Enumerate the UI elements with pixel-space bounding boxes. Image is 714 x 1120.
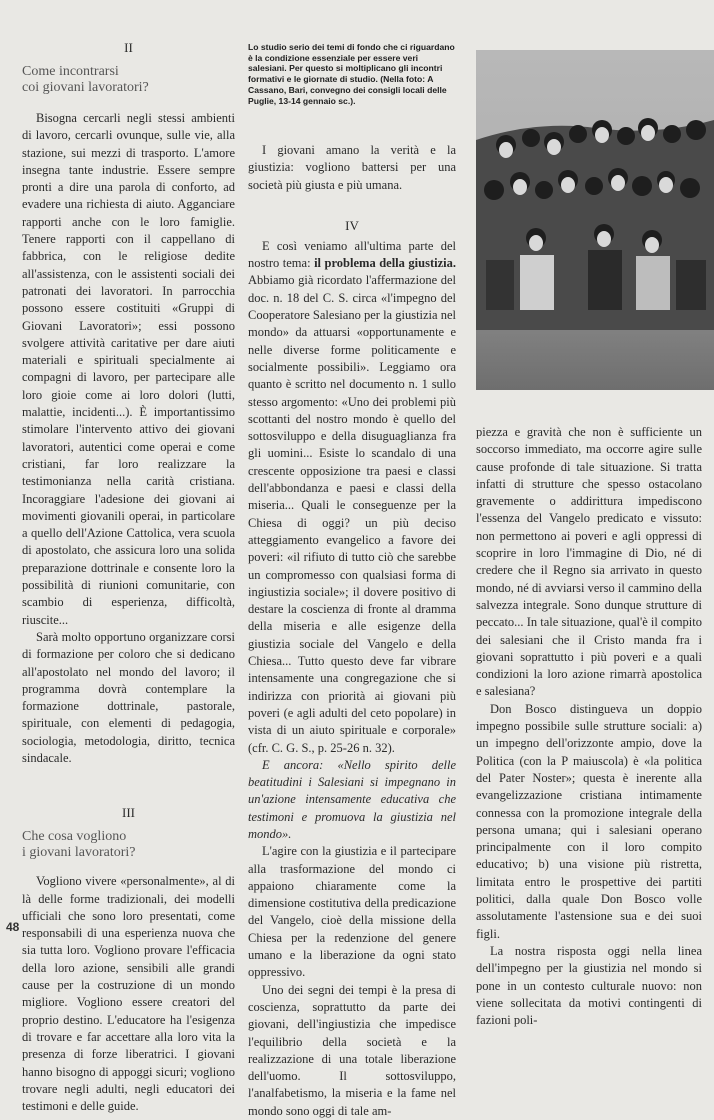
section-title-ii: Come incontrarsi coi giovani lavoratori? xyxy=(22,64,149,95)
section-iv-paragraph-1: E così veniamo all'ultima parte del nostro tema: il problema della giustizia. Abbiamo già ricordato l'affermazione del doc. n. 18 del C. S. circa «l'impegno del Cooperatore Salesiano per la giustizia nel mondo» da attuarsi «opportunamente e nelle diverse forme politicamente e socialmente possibili». Leggiamo ora quanto è scritto nel documento n. 1 sullo stesso argomento: «Uno dei problemi più scottanti del nostro mondo è quello del sottosviluppo e della disuguaglianza fra gli uomini... Esiste lo scandalo di una crescente opposizione tra paesi e classi dell'abbondanza e paesi e classi della miseria... Quali le conseguenze per la Chiesa di oggi? un più deciso atteggiamento evangelico a favore dei poveri: «il rifiuto di tutto ciò che sarebbe un compromesso con qualsiasi forma di ingiustizia sociale»; il dovere positivo di destare la coscienza di fronte al dramma della miseria e alle esigenze della giustizia sociale del Vangelo e della Chiesa... Tutto questo deve far vibrare intensamente una congregazione che si indirizza con priorità ai giovani più poveri (e agli adulti del ceto popolare) in vista di un aiuto spirituale e corporale» (cfr. C. G. S., p. 25-26 n. 32). xyxy=(248,238,457,755)
section-numeral-iv: IV xyxy=(345,217,359,233)
section-iv-quote: E ancora: «Nello spirito delle beatitudini i Salesiani si impegnano in un'azione intensamente educativa che testimoni e promuova la giustizia nel mondo». xyxy=(248,757,456,841)
section-numeral-ii: II xyxy=(124,40,133,55)
intro-paragraph: I giovani amano la verità e la giustizia: vogliono battersi per una società più giusta e più umana. xyxy=(248,143,456,192)
right-paragraph-1: piezza e gravità che non è sufficiente un soccorso immediato, ma occorre agire sulle cause profonde di tale situazione. Si tratta infatti di strutture che spesso ostacolano gravemente o addirittura impediscono l'essenza del Vangelo predicato e vissuto: non permettono ai poveri e agli oppressi di scoprire in loro l'immagine di Dio, né di credere che il Regno sia arrivato in questo mondo, né di avviarsi verso il cammino della salvezza integrale. Sono dunque strutture di peccato... In tale situazione, qual'è il compito dei salesiani che il Cristo manda fra i giovani soprattutto i più poveri e a quali condizioni la loro azione rimarrà apostolica e salesiana? xyxy=(476,425,702,699)
photo-caption: Lo studio serio dei temi di fondo che ci riguardano è la condizione essenziale per essere veri salesiani. Per questo si moltiplicano gli incontri formativi e le giornate di studio. (Nella foto: A Cassano, Bari, convegno dei consigli locali delle Puglie, 13-14 gennaio sc.). xyxy=(248,42,455,106)
page-number: 48 xyxy=(6,920,20,934)
group-photo xyxy=(476,50,714,390)
right-paragraph-3: La nostra risposta oggi nella linea dell'impegno per la giustizia nel mondo si pone in un contesto culturale nuovo: non viene sollecitata da motivi contingenti di fazioni poli- xyxy=(476,943,702,1028)
middle-column xyxy=(248,142,456,1120)
section-iv-paragraph-3: L'agire con la giustizia e il partecipare alla trasformazione del mondo ci appaiono chiaramente come la dimensione costitutiva della predicazione del Vangelo, cioè della missione della Chiesa per la redenzione del genere umano e la liberazione da ogni stato oppressivo. xyxy=(248,844,456,980)
section-iii-paragraph-1: Vogliono vivere «personalmente», al di là delle forme tradizionali, dei modelli ufficiali che sono loro presentati, come responsabili di una esperienza nuova che sia tutta loro. Vogliono provare l'efficacia della loro azione, sensibili alle grandi cause per la costruzione di un mondo migliore. Vogliono essere creatori del proprio destino. L'educatore ha l'esigenza di trovare e far accettare alla loro vita la presenza di forze liberatrici. I giovani hanno bisogno di appoggi sicuri; vogliono trovare negli adulti, negli educatori dei testimoni e delle guide. xyxy=(22,874,235,1114)
right-paragraph-2: Don Bosco distingueva un doppio impegno possibile sulle strutture sociali: a) un impegno dell'orizzonte ampio, dove la Politica (con la P maiuscola) è «la politica del Pater Noster»; questa è inerente alla evangelizzazione cristiana intimamente connessa con la promozione integrale della persona umana; qui i salesiani operano principalmente con il loro compito educativo; b) una visione più ristretta, limitata entro le prospettive dei partiti politici, dalla quale Don Bosco volle assolutamente l'astensione sua e dei suoi figli. xyxy=(476,701,702,941)
left-column xyxy=(22,40,235,1115)
section-numeral-iii: III xyxy=(122,805,135,821)
section-ii-paragraph-2: Sarà molto opportuno organizzare corsi di formazione per coloro che si dedicano all'apostolato nel mondo del lavoro; il programma dovrà contemplare la formazione dottrinale, pastorale, spirituale, con elementi di pedagogia, sociologia, metodologia, diritto, tecnica sindacale. xyxy=(22,629,235,765)
group-photo-image xyxy=(476,50,714,390)
section-title-iii: Che cosa vogliono i giovani lavoratori? xyxy=(22,829,136,861)
section-iv-paragraph-4: Uno dei segni dei tempi è la presa di coscienza, soprattutto da parte dei giovani, dell'ingiustizia che impedisce l'equilibrio della società e la realizzazione di una totale liberazione dell'uomo. Il sottosviluppo, l'analfabetismo, la miseria e la fame nel mondo sono oggi di tale am- xyxy=(248,982,456,1118)
right-column xyxy=(476,424,702,1029)
section-ii-paragraph-1: Bisogna cercarli negli stessi ambienti di lavoro, cercarli ovunque, sulle vie, alla stazione, sui mezzi di trasporto. L'amore insegna tante industrie. Essere sempre pronti a dire una parola di conforto, ad evadere una richiesta di aiuto. Agganciare rapporti anche con le loro famiglie. Tenere rapporti con il cappellano di fabbrica, con le religiose dedite all'assistenza, con le assistenti sociali dei patronati dei lavoratori. In parrocchia possono essere costituiti «Gruppi di Giovani Lavoratori»; essi possono svolgere attività caritative per dare aiuti materiali e spirituali specialmente ai compagni di lavoro, per partecipare alle loro gioie come ai loro dolori (lutti, malattie, incidenti...). È importantissimo stimolare l'intervento attivo dei giovani lavoratori, autentici come operai e come cristiani, far loro realizzare la testimonianza nella carità cristiana. Incoraggiare l'adesione dei giovani ai movimenti giovanili operai, in particolare a quello dell'Azione Cattolica, vera scuola di apostolato, che assicura loro una solida preparazione dottrinale e consente loro la possibilità di riunioni comunitarie, con scambio di esperienza, difficoltà, riuscite... xyxy=(22,111,235,627)
